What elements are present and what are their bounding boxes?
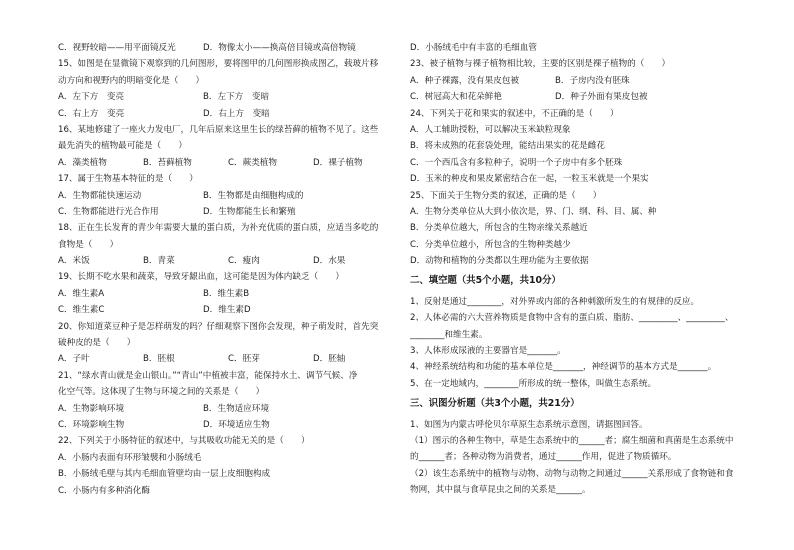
question-line: 化空气等。这体现了生物与环境之间的关系是（ ） bbox=[58, 387, 265, 398]
option-row bbox=[58, 401, 398, 417]
answer-option-a: C．生物都能进行光合作用 bbox=[58, 206, 159, 217]
question-line: C．小肠内有多种消化酶 bbox=[58, 485, 150, 496]
option-row bbox=[58, 302, 398, 318]
question-line: 21、“绿水青山就是金山银山。”“青山”中植被丰富，能保持水土、调节气候、净 bbox=[58, 370, 358, 381]
question-line: 16、某地修建了一座火力发电厂，几年后原来这里生长的绿苔藓的植物不见了。这些 bbox=[58, 124, 379, 135]
answer-option-a: C．维生素C bbox=[58, 305, 105, 316]
question-line: 1、如图为内蒙古呼伦贝尔草原生态系统示意图，请据图回答。 bbox=[410, 419, 648, 430]
answer-option-a: A．藻类植物 bbox=[58, 157, 107, 168]
question-line: C．一个西瓜含有多粒种子，说明一个子房中有多个胚珠 bbox=[410, 157, 623, 168]
option-row bbox=[58, 286, 398, 302]
question-line: 破种皮的是（ ） bbox=[58, 338, 136, 349]
question-line: B．将未成熟的花套袋处理，能结出果实的花是雌花 bbox=[410, 141, 605, 152]
question-line: 17、属于生物基本特征的是（ ） bbox=[58, 174, 198, 185]
question-line: （1）图示的各种生物中，草是生态系统中的______者；腐生细菌和真菌是生态系统中 bbox=[410, 435, 734, 446]
answer-option-d: D．裸子植物 bbox=[313, 157, 363, 168]
answer-option-c: C．胚芽 bbox=[228, 354, 260, 365]
left-column bbox=[58, 40, 398, 499]
question-line: ________和维生素。 bbox=[410, 329, 488, 340]
option-row bbox=[410, 73, 750, 89]
option-row bbox=[58, 417, 398, 433]
answer-option-b: D．维生素D bbox=[203, 305, 251, 316]
question-line: 动方向和视野内的明暗变化是（ ） bbox=[58, 75, 205, 86]
answer-option-a: C．右上方 变亮 bbox=[58, 108, 125, 119]
answer-option-b: B．生物适应环境 bbox=[203, 403, 270, 414]
question-line: 2、人体必需的六大营养物质是食物中含有的蛋白质、脂肪、_________、_________、 bbox=[410, 313, 734, 324]
question-line: 25、下面关于生物分类的叙述，正确的是（ ） bbox=[410, 190, 602, 201]
answer-option-a: A．种子裸露，没有果皮包被 bbox=[410, 75, 520, 86]
question-line: A．生物分类单位从大到小依次是，界、门、纲、科、目、属、种 bbox=[410, 206, 657, 217]
answer-option-b: D．生物都能生长和繁殖 bbox=[203, 206, 296, 217]
option-row bbox=[58, 106, 398, 122]
question-line: 15、如图是在显微镜下观察到的几何图形，要将图甲的几何图形换成图乙，载玻片移 bbox=[58, 59, 379, 70]
question-line: 1、反射是通过________，对外界或内部的各种刺激所发生的有规律的反应。 bbox=[410, 296, 700, 307]
answer-option-b: B．青菜 bbox=[143, 256, 175, 267]
option-row bbox=[58, 155, 398, 171]
question-line: 18、正在生长发育的青少年需要大量的蛋白质，为补充优质的蛋白质，应适当多吃的 bbox=[58, 223, 379, 234]
option-row bbox=[58, 204, 398, 220]
question-line: 物网，其中鼠与食草昆虫之间的关系是______。 bbox=[410, 485, 591, 496]
answer-option-d: D．水果 bbox=[313, 256, 346, 267]
answer-option-a: C．环境影响生物 bbox=[58, 419, 125, 430]
answer-option-b: B．生物都是由细胞构成的 bbox=[203, 190, 304, 201]
option-row bbox=[58, 188, 398, 204]
question-line: B．分类单位越大，所包含的生物亲缘关系越近 bbox=[410, 223, 588, 234]
question-line: 24、下列关于花和果实的叙述中，不正确的是（ ） bbox=[410, 108, 619, 119]
answer-option-c: C．瘦肉 bbox=[228, 256, 260, 267]
answer-option-a: A．子叶 bbox=[58, 354, 90, 365]
answer-option-a: C．树冠高大和花朵鲜艳 bbox=[410, 92, 502, 103]
section-heading: 二、填空题（共5个小题，共10分） bbox=[410, 275, 561, 287]
question-line: 3、人体形成尿液的主要器官是_______。 bbox=[410, 346, 566, 357]
section-heading: 三、识图分析题（共3个小题，共21分） bbox=[410, 398, 580, 410]
question-line: 的______者；各种动物为消费者，通过______作用，促进了物质循环。 bbox=[410, 452, 677, 463]
answer-option-a: A．维生素A bbox=[58, 288, 105, 299]
question-line: （2）该生态系统中的植物与动物、动物与动物之间通过______关系形成了食物链和食 bbox=[410, 468, 734, 479]
question-line: 22、下列关于小肠特征的叙述中，与其吸收功能无关的是（ ） bbox=[58, 436, 310, 447]
answer-option-d: D．胚轴 bbox=[313, 354, 346, 365]
answer-option-b: D．种子外面有果皮包被 bbox=[555, 92, 648, 103]
answer-option-a: A．左下方 变亮 bbox=[58, 92, 125, 103]
question-line: A．小肠内表面有环形皱襞和小肠绒毛 bbox=[58, 452, 202, 463]
question-line: C．分类单位越小，所包含的生物种类越少 bbox=[410, 239, 571, 250]
option-row bbox=[58, 253, 398, 269]
question-line: D．小肠绒毛中有丰富的毛细血管 bbox=[410, 43, 537, 53]
right-column bbox=[410, 40, 750, 499]
answer-option-a: C．视野较暗——用平面镜反光 bbox=[58, 43, 176, 53]
option-row bbox=[58, 351, 398, 367]
option-row bbox=[58, 40, 398, 56]
question-line: 4、神经系统结构和功能的基本单位是_______，神经调节的基本方式是_______。 bbox=[410, 362, 717, 373]
answer-option-b: D．右上方 变暗 bbox=[203, 108, 270, 119]
answer-option-a: A．生物影响环境 bbox=[58, 403, 125, 414]
answer-option-a: A．生物都能快速运动 bbox=[58, 190, 142, 201]
question-line: 5、在一定地域内，________所形成的统一整体，叫做生态系统。 bbox=[410, 378, 657, 389]
answer-option-b: B．苔藓植物 bbox=[143, 157, 192, 168]
question-line: 最先消失的植物最可能是（ ） bbox=[58, 141, 187, 152]
answer-option-c: C．蕨类植物 bbox=[228, 157, 277, 168]
question-line: 19、长期不吃水果和蔬菜，导致牙龈出血，这可能是因为体内缺乏（ ） bbox=[58, 272, 344, 283]
answer-option-b: D．环境适应生物 bbox=[203, 419, 270, 430]
answer-option-b: B．维生素B bbox=[203, 288, 250, 299]
question-line: A．人工辅助授粉，可以解决玉米缺粒现象 bbox=[410, 124, 571, 135]
answer-option-b: B．子房内没有胚珠 bbox=[555, 75, 630, 86]
question-line: 食物是（ ） bbox=[58, 239, 119, 250]
answer-option-b: D．物像太小——换高倍目镜或高倍物镜 bbox=[203, 43, 356, 53]
question-line: D．动物和植物的分类都以生理功能为主要依据 bbox=[410, 256, 589, 267]
answer-option-b: B．胚根 bbox=[143, 354, 175, 365]
question-line: 20、你知道菜豆种子是怎样萌发的吗？仔细观察下图你会发现，种子萌发时，首先突 bbox=[58, 321, 379, 332]
option-row bbox=[410, 89, 750, 105]
question-line: D．玉米的种皮和果皮紧密结合在一起，一粒玉米就是一个果实 bbox=[410, 174, 649, 185]
option-row bbox=[58, 89, 398, 105]
question-line: B．小肠绒毛壁与其内毛细血管壁均由一层上皮细胞构成 bbox=[58, 469, 271, 480]
question-line: 23、被子植物与裸子植物相比较，主要的区别是裸子植物的（ ） bbox=[410, 59, 671, 70]
answer-option-b: B．左下方 变暗 bbox=[203, 92, 270, 103]
answer-option-a: A．米饭 bbox=[58, 256, 90, 267]
